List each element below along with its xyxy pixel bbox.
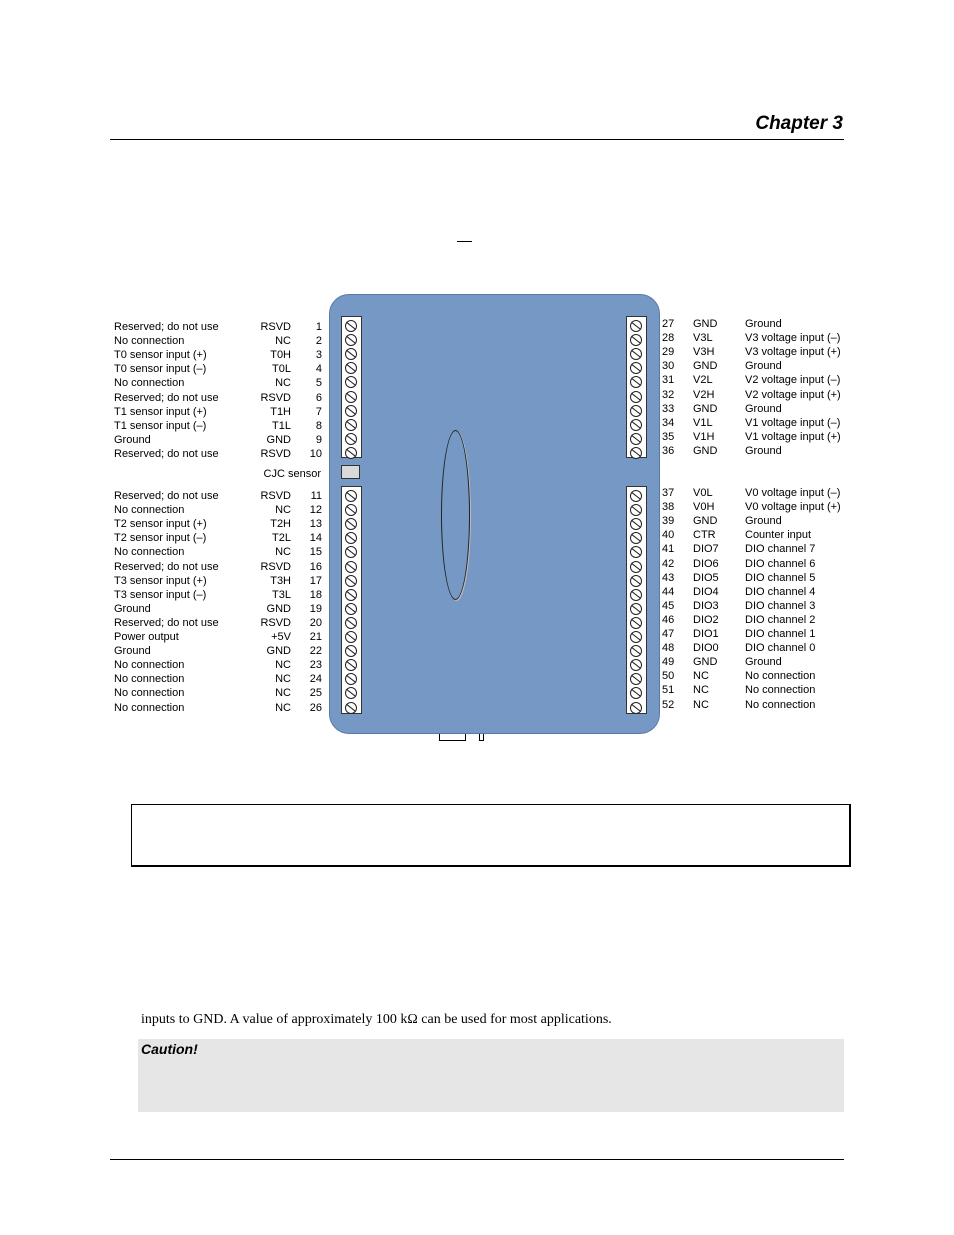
pin-description: V0 voltage input (+): [745, 501, 841, 514]
pin-number: 42: [662, 557, 675, 570]
terminal-screw-icon: [345, 532, 357, 544]
pin-name: +5V: [271, 631, 291, 643]
terminal-screw-icon: [630, 617, 642, 629]
pin-name: CTR: [693, 529, 716, 542]
terminal-screw-icon: [345, 447, 357, 459]
pin-name: GND: [266, 645, 291, 658]
terminal-screw-icon: [630, 447, 642, 459]
pin-description: Ground: [745, 402, 782, 415]
device-board: [329, 294, 660, 734]
terminal-screw-icon: [630, 687, 642, 699]
pin-description: No connection: [745, 670, 816, 683]
pin-description: V3 voltage input (–): [745, 332, 841, 345]
pin-name: T3H: [270, 574, 291, 587]
pin-number: 25: [309, 687, 322, 700]
pin-number: 32: [662, 388, 675, 401]
pin-name: V0L: [693, 487, 713, 499]
pin-number: 17: [309, 574, 322, 587]
pin-number: 12: [309, 504, 322, 517]
pin-name: V2H: [693, 388, 715, 401]
pin-description: T3 sensor input (+): [114, 574, 207, 587]
pin-description: DIO channel 0: [745, 642, 816, 655]
terminal-screw-icon: [630, 631, 642, 643]
pin-number: 15: [309, 546, 322, 559]
pin-number: 10: [309, 447, 322, 460]
pin-description: DIO channel 1: [745, 628, 816, 640]
pin-name: T2L: [272, 532, 291, 545]
pin-name: RSVD: [260, 321, 291, 333]
pin-number: 9: [315, 433, 322, 446]
terminal-screw-icon: [630, 518, 642, 530]
pin-name: T3L: [272, 588, 291, 601]
pin-number: 35: [662, 430, 675, 443]
pin-number: 16: [309, 560, 322, 573]
pin-description: V2 voltage input (–): [745, 374, 841, 387]
terminal-screw-icon: [345, 631, 357, 643]
pin-name: NC: [275, 546, 291, 559]
pin-name: NC: [275, 659, 291, 672]
terminal-screw-icon: [345, 673, 357, 685]
pin-name: NC: [693, 698, 709, 711]
pin-number: 2: [315, 335, 322, 348]
cjc-sensor-label: CJC sensor: [263, 468, 321, 480]
pin-name: V3L: [693, 332, 713, 345]
terminal-block-right-upper: [626, 316, 647, 458]
pin-number: 29: [662, 346, 675, 359]
pin-name: DIO0: [693, 642, 719, 655]
terminal-screw-icon: [630, 320, 642, 332]
status-led-window: [441, 430, 470, 600]
terminal-screw-icon: [630, 419, 642, 431]
note-box: [131, 804, 851, 867]
pin-number: 41: [662, 543, 675, 556]
pin-number: 43: [662, 571, 675, 584]
pin-description: DIO channel 6: [745, 557, 816, 570]
footer-rule: [110, 1159, 844, 1160]
pin-number: 18: [309, 588, 322, 601]
terminal-screw-icon: [345, 645, 357, 657]
pin-description: No connection: [114, 504, 185, 517]
pin-description: No connection: [114, 377, 185, 390]
terminal-screw-icon: [345, 617, 357, 629]
pin-description: No connection: [114, 659, 185, 672]
terminal-screw-icon: [630, 673, 642, 685]
pin-description: V0 voltage input (–): [745, 487, 841, 499]
pin-description: T0 sensor input (+): [114, 349, 207, 362]
terminal-screw-icon: [630, 334, 642, 346]
pin-description: V1 voltage input (+): [745, 430, 841, 443]
pin-name: GND: [693, 402, 718, 415]
pin-description: Reserved; do not use: [114, 560, 219, 573]
pin-number: 36: [662, 444, 675, 457]
terminal-screw-icon: [345, 504, 357, 516]
pin-description: No connection: [745, 698, 816, 711]
pin-description: No connection: [114, 335, 185, 348]
figure-marker: [457, 241, 472, 242]
pin-number: 47: [662, 628, 675, 640]
pin-number: 46: [662, 613, 675, 626]
terminal-screw-icon: [345, 659, 357, 671]
pin-description: Ground: [114, 433, 151, 446]
pin-number: 22: [309, 645, 322, 658]
terminal-screw-icon: [630, 405, 642, 417]
pin-description: Power output: [114, 631, 179, 643]
terminal-screw-icon: [630, 603, 642, 615]
terminal-screw-icon: [630, 532, 642, 544]
pin-number: 20: [309, 616, 322, 629]
pin-number: 14: [309, 532, 322, 545]
pin-number: 5: [315, 377, 322, 390]
pin-number: 51: [662, 684, 675, 697]
pin-name: DIO2: [693, 613, 719, 626]
pin-description: DIO channel 2: [745, 613, 816, 626]
pin-name: RSVD: [260, 490, 291, 502]
terminal-screw-icon: [630, 561, 642, 573]
pin-name: GND: [693, 515, 718, 528]
pin-name: NC: [275, 504, 291, 517]
pin-description: T2 sensor input (+): [114, 518, 207, 531]
connector-tab: [479, 734, 484, 741]
terminal-screw-icon: [345, 589, 357, 601]
pin-name: GND: [266, 433, 291, 446]
terminal-screw-icon: [345, 490, 357, 502]
pin-name: V3H: [693, 346, 715, 359]
pin-number: 49: [662, 656, 675, 669]
pin-name: T1H: [270, 405, 291, 418]
pin-number: 39: [662, 515, 675, 528]
terminal-screw-icon: [345, 376, 357, 388]
terminal-screw-icon: [630, 433, 642, 445]
terminal-block-right-lower: [626, 486, 647, 714]
terminal-screw-icon: [630, 589, 642, 601]
pin-number: 34: [662, 416, 675, 429]
pin-description: Reserved; do not use: [114, 321, 219, 333]
terminal-screw-icon: [345, 391, 357, 403]
pin-description: DIO channel 7: [745, 543, 816, 556]
terminal-screw-icon: [630, 362, 642, 374]
pin-description: Ground: [745, 360, 782, 373]
pin-name: DIO5: [693, 571, 719, 584]
pin-description: No connection: [114, 546, 185, 559]
pin-name: GND: [693, 360, 718, 373]
pin-number: 19: [309, 602, 322, 615]
terminal-screw-icon: [630, 376, 642, 388]
terminal-screw-icon: [345, 433, 357, 445]
terminal-screw-icon: [345, 320, 357, 332]
pin-description: V3 voltage input (+): [745, 346, 841, 359]
pin-description: Ground: [745, 515, 782, 528]
pin-name: GND: [266, 602, 291, 615]
pin-name: V1L: [693, 416, 713, 429]
terminal-screw-icon: [345, 575, 357, 587]
terminal-screw-icon: [345, 546, 357, 558]
pin-number: 21: [309, 631, 322, 643]
pin-description: T1 sensor input (–): [114, 419, 207, 432]
terminal-screw-icon: [630, 645, 642, 657]
pin-number: 37: [662, 487, 675, 499]
pin-description: T3 sensor input (–): [114, 588, 207, 601]
pin-number: 3: [315, 349, 322, 362]
pin-description: Ground: [745, 656, 782, 669]
pin-name: RSVD: [260, 391, 291, 404]
pin-name: RSVD: [260, 616, 291, 629]
pin-number: 33: [662, 402, 675, 415]
cjc-sensor: [341, 465, 360, 479]
header-rule: [110, 139, 844, 140]
pin-number: 44: [662, 585, 675, 598]
pin-description: Ground: [745, 444, 782, 457]
caution-box: [138, 1039, 844, 1112]
pin-name: NC: [275, 701, 291, 714]
pin-description: T1 sensor input (+): [114, 405, 207, 418]
terminal-block-left-lower: [341, 486, 362, 714]
terminal-screw-icon: [345, 362, 357, 374]
terminal-block-left-upper: [341, 316, 362, 458]
terminal-screw-icon: [630, 348, 642, 360]
pin-description: DIO channel 5: [745, 571, 816, 584]
pin-description: Counter input: [745, 529, 812, 542]
pin-description: Ground: [114, 645, 151, 658]
pin-description: No connection: [114, 687, 185, 700]
pin-name: NC: [275, 335, 291, 348]
pin-name: NC: [275, 687, 291, 700]
pin-description: Ground: [745, 318, 782, 330]
pin-description: DIO channel 4: [745, 585, 816, 598]
pin-number: 26: [309, 701, 322, 714]
pin-description: Reserved; do not use: [114, 616, 219, 629]
pin-number: 11: [310, 490, 322, 502]
pin-name: T2H: [270, 518, 291, 531]
terminal-screw-icon: [345, 518, 357, 530]
pin-name: T1L: [272, 419, 291, 432]
pin-number: 50: [662, 670, 675, 683]
terminal-screw-icon: [630, 391, 642, 403]
terminal-screw-icon: [630, 490, 642, 502]
terminal-screw-icon: [345, 419, 357, 431]
pin-name: DIO7: [693, 543, 719, 556]
pin-number: 38: [662, 501, 675, 514]
pin-description: V1 voltage input (–): [745, 416, 841, 429]
terminal-screw-icon: [345, 405, 357, 417]
pin-number: 28: [662, 332, 675, 345]
terminal-screw-icon: [345, 687, 357, 699]
pin-description: V2 voltage input (+): [745, 388, 841, 401]
pin-name: NC: [693, 684, 709, 697]
pin-number: 24: [309, 673, 322, 686]
terminal-screw-icon: [345, 561, 357, 573]
pin-description: T0 sensor input (–): [114, 363, 207, 376]
pin-name: RSVD: [260, 560, 291, 573]
pin-description: No connection: [114, 701, 185, 714]
pin-number: 13: [309, 518, 322, 531]
pin-name: V0H: [693, 501, 715, 514]
body-paragraph: inputs to GND. A value of approximately 100 kΩ can be used for most applications.: [141, 1012, 612, 1027]
terminal-screw-icon: [630, 702, 642, 714]
pin-number: 1: [315, 321, 322, 333]
pin-name: NC: [275, 673, 291, 686]
terminal-screw-icon: [630, 546, 642, 558]
pin-name: GND: [693, 318, 718, 330]
pin-name: RSVD: [260, 447, 291, 460]
pin-name: NC: [275, 377, 291, 390]
terminal-screw-icon: [630, 575, 642, 587]
pin-name: GND: [693, 656, 718, 669]
pin-number: 27: [662, 318, 675, 330]
pin-description: Reserved; do not use: [114, 490, 219, 502]
pin-description: Reserved; do not use: [114, 447, 219, 460]
usb-connector: [439, 734, 466, 741]
pin-description: Ground: [114, 602, 151, 615]
pin-number: 7: [315, 405, 322, 418]
pin-description: Reserved; do not use: [114, 391, 219, 404]
pin-number: 6: [315, 391, 322, 404]
pin-description: DIO channel 3: [745, 599, 816, 612]
pin-name: DIO1: [693, 628, 719, 640]
pin-number: 31: [662, 374, 675, 387]
pin-description: No connection: [745, 684, 816, 697]
terminal-screw-icon: [630, 659, 642, 671]
chapter-heading: Chapter 3: [755, 113, 843, 134]
pin-name: GND: [693, 444, 718, 457]
terminal-screw-icon: [630, 504, 642, 516]
pin-number: 23: [309, 659, 322, 672]
terminal-screw-icon: [345, 334, 357, 346]
pin-description: T2 sensor input (–): [114, 532, 207, 545]
terminal-screw-icon: [345, 603, 357, 615]
pin-name: DIO3: [693, 599, 719, 612]
pin-name: T0L: [272, 363, 291, 376]
pin-name: NC: [693, 670, 709, 683]
terminal-screw-icon: [345, 348, 357, 360]
pin-name: T0H: [270, 349, 291, 362]
caution-title: Caution!: [141, 1041, 198, 1057]
pin-name: V1H: [693, 430, 715, 443]
pin-name: DIO6: [693, 557, 719, 570]
pin-number: 4: [315, 363, 322, 376]
pin-name: V2L: [693, 374, 713, 387]
pin-number: 45: [662, 599, 675, 612]
pin-description: No connection: [114, 673, 185, 686]
pin-number: 48: [662, 642, 675, 655]
pin-name: DIO4: [693, 585, 719, 598]
pin-number: 30: [662, 360, 675, 373]
pin-number: 52: [662, 698, 675, 711]
terminal-screw-icon: [345, 702, 357, 714]
pin-number: 8: [315, 419, 322, 432]
pin-number: 40: [662, 529, 675, 542]
